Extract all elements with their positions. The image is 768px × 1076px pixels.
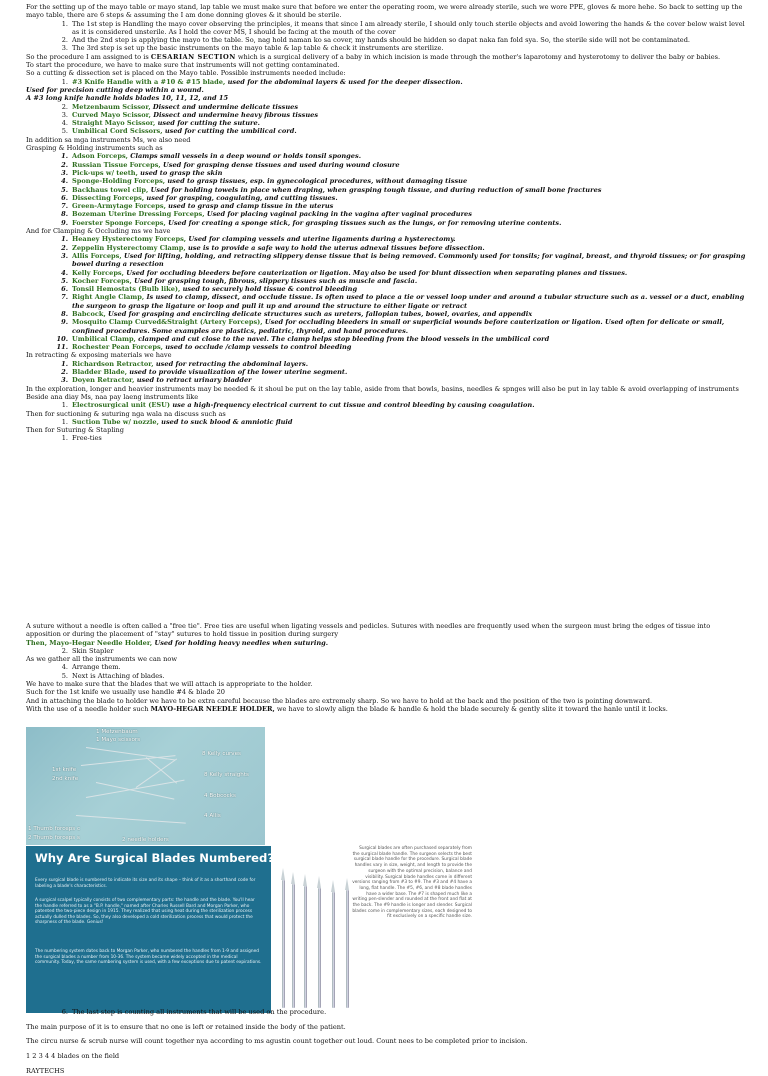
list-item: 2. Zeppelin Hysterectomy Clamp, use is to provide a safe way to hold the uterus adnexal tissues before dissection.	[61, 243, 485, 252]
blade-handle-illustration	[332, 892, 335, 1008]
list-item: 6. Tonsil Hemostats (Bulb like), used to securely hold tissue & control bleeding	[61, 285, 358, 294]
text-line: And in attaching the blade to holder we have to be extra careful because the blades are extremely sharp. So we have to hold at the back and the position of the two is pointing downward.	[26, 696, 653, 705]
text-line: 1 2 3 4 4 blades on the field	[26, 1052, 120, 1061]
text-line: Beside ana diay Ms, naa pay laeng instruments like	[26, 392, 199, 401]
list-item: 1. Heaney Hysterectomy Forceps, Used for clamping vessels and uterine ligaments during a hysterectomy.	[61, 235, 456, 244]
infographic-paragraph: Every surgical blade is numbered to indicate its size and its shape – think of it as a shorthand code for labeling a blade's characteristics.	[35, 878, 256, 889]
suction-list	[26, 418, 746, 426]
photo-label: 1 Metzenbaum	[96, 729, 138, 735]
list-item: 4. Kelly Forceps, Used for occluding bleeders before cauterization or ligation. May also be used for blunt dissection when separating planes and tissues.	[61, 268, 628, 277]
photo-label: 1st knife	[52, 767, 77, 773]
list-item: 1. Suction Tube w/ nozzle, used to suck blood & amniotic fluid	[61, 417, 293, 426]
text-line: The circu nurse & scrub nurse will count together nya according to ms agustin count together out loud. Count nees to be completed prior to incision.	[26, 1037, 528, 1046]
photo-label: 8 Kelly curves	[202, 751, 241, 757]
list-item: 3. Curved Mayo Scissor, Dissect and undermine heavy fibrous tissues	[61, 110, 319, 119]
list-item: 7. Green-Armytage Forceps, used to grasp and clamp tissue in the uterus	[61, 202, 334, 211]
closing-text-block	[26, 1016, 746, 1076]
text-line: And for Clamping & Occluding ms we have	[26, 227, 171, 236]
blade-handle-illustration	[318, 888, 321, 1008]
infographic-title: Why Are Surgical Blades Numbered?	[35, 851, 275, 865]
photo-label: 2nd knife	[52, 776, 79, 782]
list-item: 4. Sponge-Holding Forceps, used to grasp tissues, esp. in gynecological procedures, without damaging tissue	[61, 177, 468, 186]
blade-tip-illustration	[281, 868, 285, 880]
grasping-instruments-list	[26, 152, 746, 227]
list-item: 2. And the 2nd step is applying the mayo to the table. So, nag hold naman ko sa cover, my hands should be hidden so dapat naka fan fold sya. So, the sterile side will not be contaminated.	[61, 36, 691, 45]
list-item: 1. Free-ties	[61, 434, 102, 443]
blade-tip-illustration	[331, 880, 335, 892]
infographic-side-text: Surgical blades are often purchased separately from the surgical blade handle. The surgeon selects the best surgical blade handle for the procedure. Surgical blade handles vary in size, weight, and length to provide the surgeon with the optimal precision, balance and visibility. Surgical blade handles come in different versions ranging from #3 to #9. The #3 and #4 have a long, flat handle. The #5, #6, and #8 blade handles have a wider base. The #7 is shaped much like a writing pen-slender and rounded at the front and flat at the back. The #9 handle is longer and slender. Surgical blades come in complementary sizes, each designed to fit exclusively on a specific handle size.	[352, 846, 472, 920]
mayo-holder-line: Then, Mayo-Hegar Needle Holder, Used for holding heavy needles when suturing.	[26, 638, 329, 647]
list-item: 5. Kocher Forceps, Used for grasping tough, fibrous, slippery tissues such as muscle and fascia.	[61, 276, 418, 285]
retracting-instruments-list	[26, 360, 746, 385]
list-item: 11. Rochester Pean Forceps, used to occlude /clamp vessels to control bleeding	[56, 343, 352, 352]
blade-tip-illustration	[291, 872, 295, 884]
list-item: 5. Next is Attaching of blades.	[61, 671, 165, 680]
list-item: 2. Skin Stapler	[61, 646, 114, 655]
list-item: 1. Electrosurgical unit (ESU) use a high-frequency electrical current to cut tissue and control bleeding by causing coagulation.	[61, 401, 535, 410]
list-item: 1. The 1st step is Handling the mayo cover observing the principles, it means that since I am already sterile, I should only touch sterile objects and avoid lowering the hands & the cover below waist level as it is considered unsterile. As I hold the cover MS, I should be facing at the mouth of the cover	[61, 19, 745, 36]
suture-list	[26, 434, 746, 442]
list-item: 9. Mosquito Clamp Curved&Straight (Artery Forceps), Used for occluding bleeders in small or superficial wounds before cauterization or ligation. Used often for delicate or small, confined procedures. Some examples are plastics, pediatric, thyroid, and hand procedures.	[61, 318, 725, 335]
top-text-block	[26, 3, 746, 443]
text-line: We have to make sure that the blades that we will attach is appropriate to the holder.	[26, 680, 313, 689]
text-line: A #3 long knife handle holds blades 10, 11, 12, and 15	[26, 94, 229, 103]
clamping-instruments-list	[26, 235, 746, 351]
text-line: Such for the 1st knife we usually use handle #4 & blade 20	[26, 688, 225, 697]
cutting-instruments-list	[26, 103, 746, 136]
list-item: 1. #3 Knife Handle with a #10 & #15 blade, used for the abdominal layers & used for the deeper dissection.	[61, 77, 463, 86]
blade-tip-illustration	[317, 876, 321, 888]
text-line: Used for precision cutting deep within a wound.	[26, 85, 204, 94]
steps-list-b	[26, 663, 746, 680]
list-item: 3. Allis Forceps, Used for lifting, holding, and retracting slippery dense tissue that is being removed. Commonly used for tonsils; for vaginal, breast, and thyroid tissues; or for grasping bowel during a resection	[61, 251, 746, 269]
blade-tip-illustration	[345, 878, 349, 890]
list-item: 1. Adson Forceps, Clamps small vessels in a deep wound or holds tonsil sponges.	[61, 152, 361, 161]
intro-paragraph: For the setting up of the mayo table or mayo stand, lap table we must make sure that before we enter the operating room, we were already sterile, such we wore PPE, gloves & more hehe. So back to setting up the mayo table, there are 6 steps & assuming the I am done donning gloves & it should be sterile.	[26, 3, 743, 20]
blade-handle-illustration	[282, 880, 285, 1008]
photo-label: 1 Thumb forceps c	[28, 826, 81, 832]
photo-label: 8 Kelly straights	[204, 772, 249, 778]
blade-tip-illustration	[303, 874, 307, 886]
blade-handle-illustration	[292, 884, 295, 1008]
photo-label: 2 needle holders	[122, 837, 169, 843]
text-line: Then for suctioning & suturing nga wala na discuss such as	[26, 409, 226, 418]
text-line: In the exploration, longer and heavier instruments may be needed & it shoul be put on the lay table, aside from that bowls, basins, needles & spnges will also be put in lay table & avoid overlapping of instruments	[26, 384, 739, 393]
list-item: 10. Umbilical Clamp, clamped and cut close to the navel. The clamp helps stop bleeding from the blood vessels in the umbilical cord	[56, 334, 550, 343]
suture-paragraph: A suture without a needle is often called a "free tie". Free ties are useful when ligating vessels and pedicles. Sutures with needles are frequently used when the surgeon must bring the edges of tissue into apposition or during the placement of "stay" sutures to hold tissue in position during surgery	[26, 622, 711, 639]
list-item: 8. Bozeman Uterine Dressing Forceps, Used for placing vaginal packing in the vagina after vaginal procedures	[61, 210, 472, 219]
text-line: To start the procedure, we have to make sure that instruments will not getting contaminated.	[26, 61, 340, 70]
list-item: 1. Richardson Retractor, used for retracting the abdominal layers.	[61, 359, 309, 368]
list-item: 3. The 3rd step is set up the basic instruments on the mayo table & lap table & check it instruments are sterilize.	[61, 44, 444, 53]
setup-steps-list	[26, 20, 746, 53]
list-item: 8. Babcock, Used for grasping and encircling delicate structures such as ureters, fallopian tubes, bowel, ovaries, and appendix	[61, 309, 533, 318]
text-line: So a cutting & dissection set is placed on the Mayo table. Possible instruments needed include:	[26, 69, 346, 78]
text-line: In retracting & exposing materials we have	[26, 351, 172, 360]
esu-list	[26, 401, 746, 409]
list-item: 2. Metzenbaum Scissor, Dissect and undermine delicate tissues	[61, 102, 299, 111]
infographic-right-panel	[276, 846, 476, 1013]
photo-label: 4 Bobcocks	[204, 793, 236, 799]
knife-list	[26, 78, 746, 86]
list-item: 3. Pick-ups w/ teeth, used to grasp the skin	[61, 168, 223, 177]
list-item: 2. Bladder Blade, used to provide visualization of the lower uterine segment.	[61, 368, 348, 377]
list-item: 4. Straight Mayo Scissor, used for cutting the suture.	[61, 119, 260, 128]
lower-text-block	[26, 622, 746, 713]
list-item: 5. Umbilical Cord Scissors, used for cutting the umbilical cord.	[61, 127, 297, 136]
list-item: 9. Foerster Sponge Forceps, Used for creating a sponge stick, for grasping tissues such as the lungs, or for removing uterine contents.	[61, 218, 562, 227]
list-item: 6. Dissecting Forceps, used for grasping, coagulating, and cutting tissues.	[61, 193, 338, 202]
text-line: As we gather all the instruments we can now	[26, 655, 178, 664]
stapler-list	[26, 647, 746, 655]
blade-handle-illustration	[304, 886, 307, 1008]
list-item: 5. Backhaus towel clip, Used for holding towels in place when draping, when grasping tough tissue, and during reduction of small bone fractures	[61, 185, 602, 194]
list-item: 3. Doyen Retractor, used to retract urinary bladder	[61, 376, 252, 385]
photo-label: 4 Allis	[204, 813, 221, 819]
list-item: 6. The last step is counting all instruments that will be used on the procedure.	[61, 1008, 327, 1016]
list-item: 4. Arrange them.	[61, 663, 121, 672]
infographic-paragraph: A surgical scalpel typically consists of two complementary parts: the handle and the blade. You'll hear the handle referred to as a "B.P. handle," named after Charles Russell Bard and Morgan Parker, who patented the two-piece design in 1915. They realized that using heat during the sterilization process actually dulled the blades. So, they also developed a cold sterilization process that would protect the sharpness of the blade. Genius!	[35, 898, 255, 926]
list-item: 2. Russian Tissue Forceps, Used for grasping dense tissues and used during wound closure	[61, 160, 400, 169]
photo-label: 2 Thumb forceps s	[28, 835, 80, 841]
text-line: In addition sa mga instruments Ms, we also need	[26, 135, 191, 144]
infographic-paragraph: The numbering system dates back to Morgan Parker, who numbered the handles from 1-9 and assigned the surgical blades a number from 10-36. The system became widely accepted in the medical community. Today, the same numbering system is used, with a few exceptions due to patent expirations.	[35, 949, 262, 966]
text-line: The main purpose of it is to ensure that no one is left or retained inside the body of the patient.	[26, 1022, 346, 1031]
list-item: 7. Right Angle Clamp, Is used to clamp, dissect, and occlude tissue. Is often used to place a tie or vessel loop under and around a tubular structure such as a. vessel or a duct, enabling the surgeon to grasp the ligature or loop and pull it up and around the structure to either ligate or retract	[61, 293, 745, 310]
needle-holder-line: With the use of a needle holder such MAYO-HEGAR NEEDLE HOLDER, we have to slowly align the blade & handle & hold the blade securely & gently slite it toward the hanle until it locks.	[26, 704, 668, 713]
photo-label: 1 Mayo scissors	[96, 737, 141, 743]
surgical-blades-infographic	[26, 846, 476, 1013]
instrument-tray-photo	[26, 727, 265, 845]
blade-handle-illustration	[346, 890, 349, 1008]
text-line: Grasping & Holding instruments such as	[26, 144, 163, 153]
procedure-line: So the procedure I am assigned to is CESARIAN SECTION which is a surgical delivery of a baby in which incision is made through the mother's laparotomy and hysterotomy to deliver the baby or babies.	[26, 52, 721, 61]
text-line: RAYTECHS	[26, 1067, 65, 1076]
text-line: Then for Suturing & Stapling	[26, 426, 125, 435]
